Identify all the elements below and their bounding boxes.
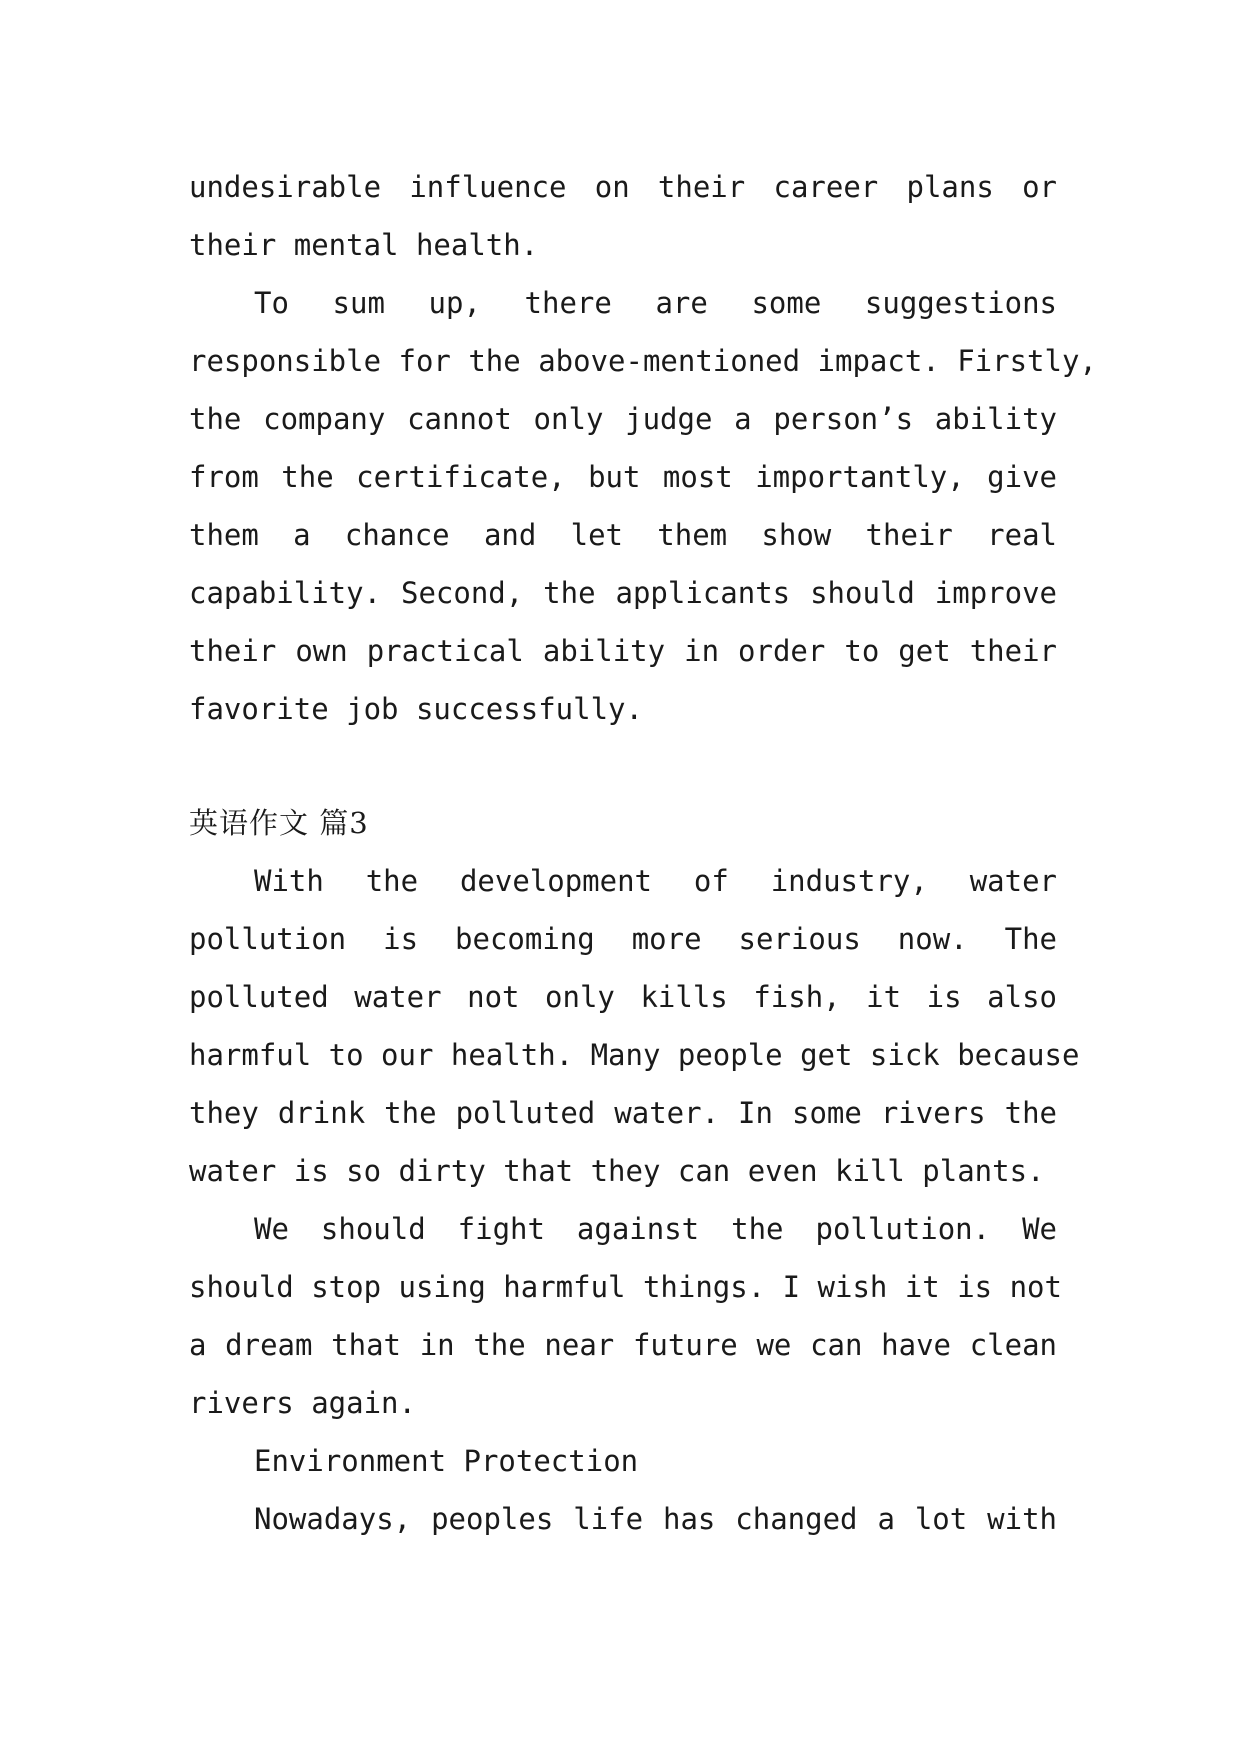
text-line: rivers again.	[189, 1386, 416, 1420]
paragraph-start-line: With the development of industry, water	[254, 864, 1057, 898]
text-line: their mental health.	[189, 228, 539, 262]
text-line: a dream that in the near future we can have clean	[189, 1328, 1057, 1362]
text-line: responsible for the above-mentioned impact. Firstly,	[189, 344, 1097, 378]
text-line: capability. Second, the applicants should improve	[189, 576, 1057, 610]
text-line: undesirable influence on their career plans or	[189, 170, 1057, 204]
text-line: pollution is becoming more serious now. The	[189, 922, 1057, 956]
text-line: water is so dirty that they can even kill plants.	[189, 1154, 1045, 1188]
paragraph-start-line: To sum up, there are some suggestions	[254, 286, 1057, 320]
text-line: from the certificate, but most importantly, give	[189, 460, 1057, 494]
text-line: favorite job successfully.	[189, 692, 643, 726]
text-line: the company cannot only judge a person’s ability	[189, 402, 1057, 436]
section-heading: 英语作文 篇3	[189, 806, 369, 840]
text-line: they drink the polluted water. In some rivers the	[189, 1096, 1057, 1130]
paragraph-start-line: Nowadays, peoples life has changed a lot with	[254, 1502, 1057, 1536]
text-line: should stop using harmful things. I wish it is not	[189, 1270, 1062, 1304]
subheading-line: Environment Protection	[254, 1444, 639, 1478]
text-line: their own practical ability in order to get their	[189, 634, 1057, 668]
text-line: them a chance and let them show their real	[189, 518, 1057, 552]
text-line: harmful to our health. Many people get sick because	[189, 1038, 1080, 1072]
text-line: polluted water not only kills fish, it is also	[189, 980, 1057, 1014]
paragraph-start-line: We should fight against the pollution. We	[254, 1212, 1057, 1246]
